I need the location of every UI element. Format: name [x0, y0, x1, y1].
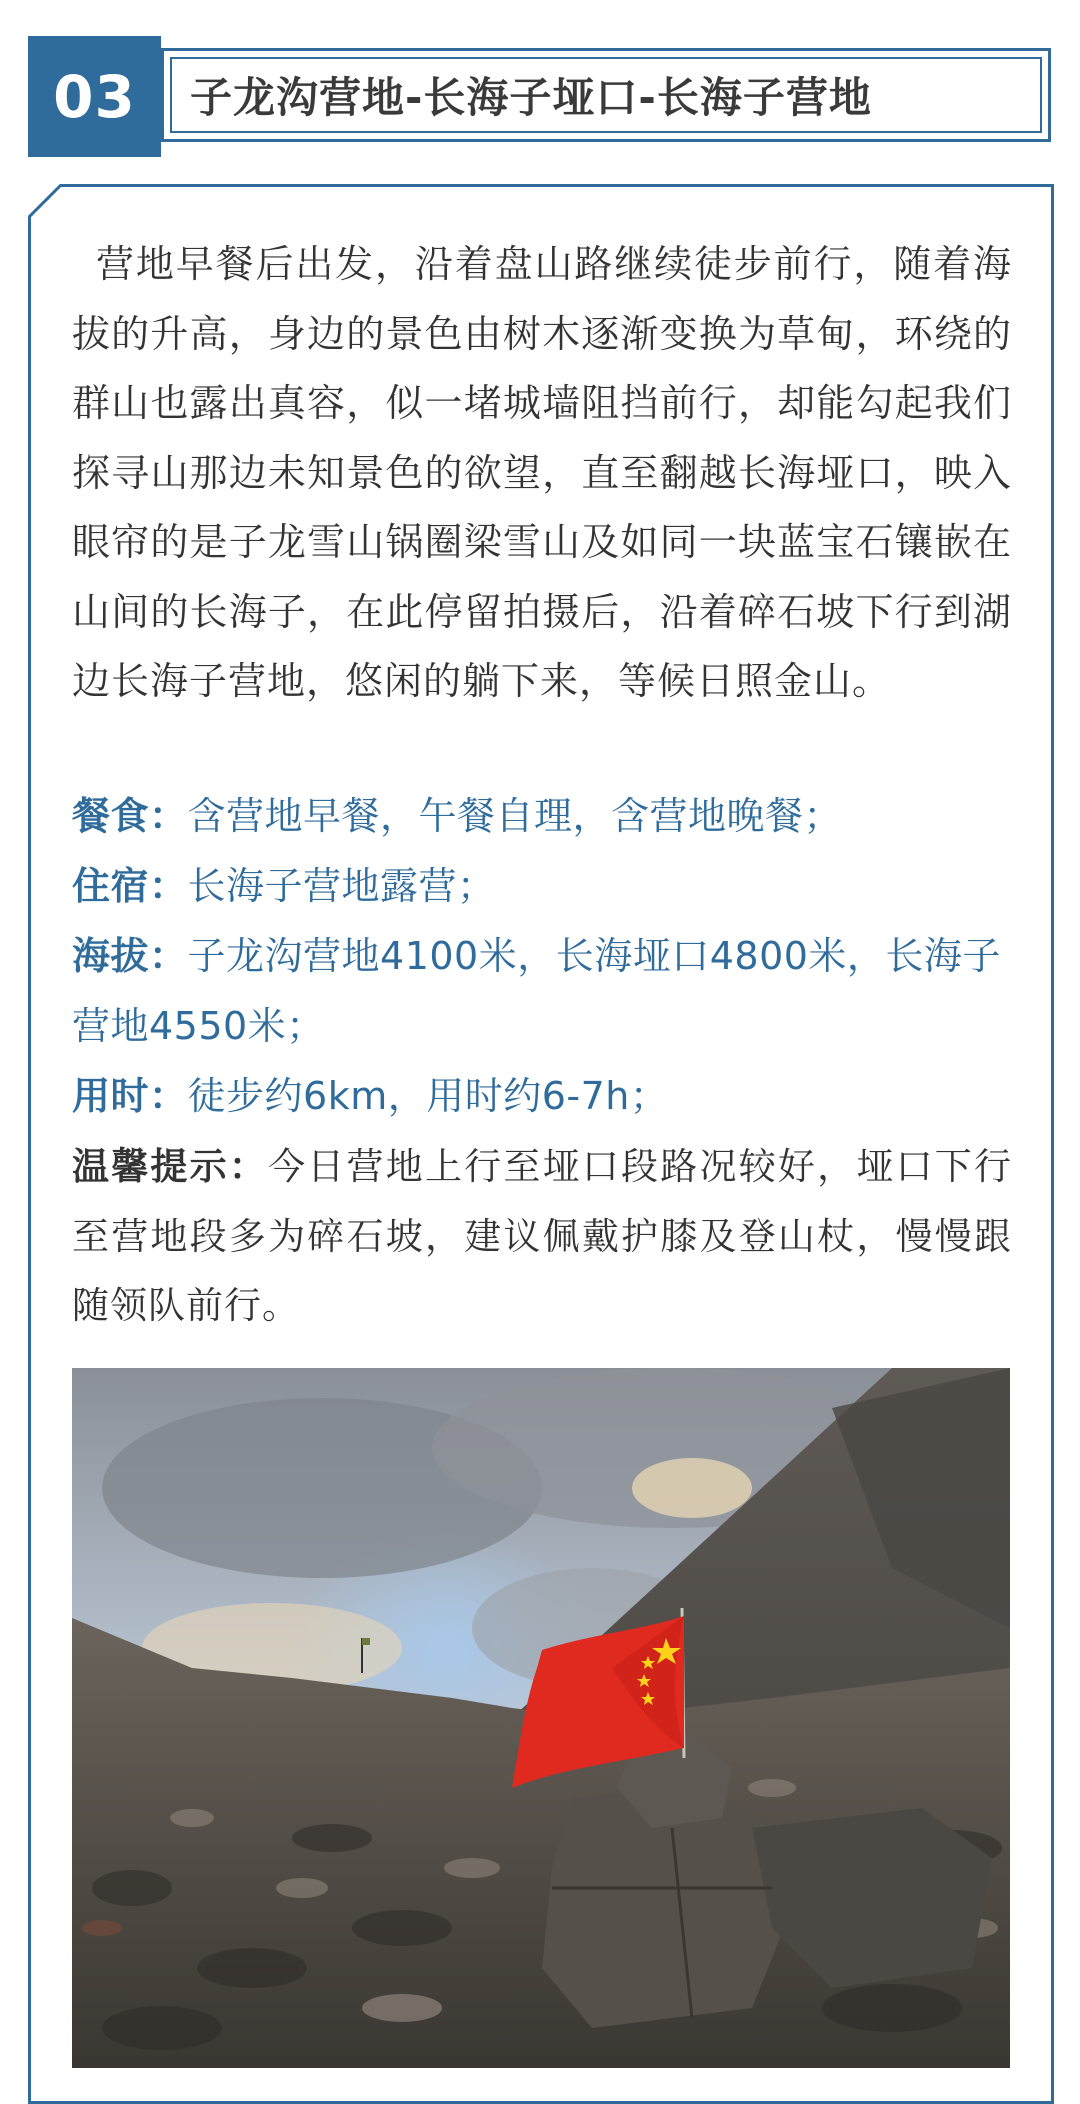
- photo-illustration: [72, 1368, 1010, 2068]
- time-value: 徒步约6km，用时约6-7h；: [187, 1074, 669, 1118]
- meals-line: [72, 782, 1012, 852]
- mountain-flag-photo: [72, 1368, 1010, 2068]
- meals-value: 含营地早餐，午餐自理，含营地晚餐；: [187, 794, 843, 838]
- lodging-line: [72, 852, 1012, 922]
- time-label: 用时：: [72, 1074, 188, 1118]
- time-line: [72, 1062, 1012, 1132]
- altitude-label: 海拔：: [72, 934, 188, 978]
- lodging-label: 住宿：: [72, 864, 188, 908]
- lodging-value: 长海子营地露营；: [187, 864, 496, 908]
- meals-label: 餐食：: [72, 794, 188, 838]
- section-title: 子龙沟营地-长海子垭口-长海子营地: [190, 73, 872, 122]
- day-number-badge: 03: [28, 36, 161, 157]
- altitude-line: [72, 922, 1012, 1061]
- tip-line: [72, 1132, 1012, 1341]
- tip-value: 今日营地上行至垭口段路况较好，垭口下行至营地段多为碎石坡，建议佩戴护膝及登山杖，慢慢跟随领队前行。: [72, 1145, 1013, 1327]
- corner-ornament: [28, 184, 68, 224]
- itinerary-description: 营地早餐后出发，沿着盘山路继续徒步前行，随着海拔的升高，身边的景色由树木逐渐变换为草甸，环绕的群山也露出真容，似一堵城墙阻挡前行，却能勾起我们探寻山那边未知景色的欲望，直至翻越长海垭口，映入眼帘的是子龙雪山锅圈梁雪山及如同一块蓝宝石镶嵌在山间的长海子，在此停留拍摄后，沿着碎石坡下行到湖边长海子营地，悠闲的躺下来，等候日照金山。: [72, 242, 1012, 703]
- tip-label: 温馨提示：: [72, 1145, 269, 1188]
- altitude-value: 子龙沟营地4100米，长海垭口4800米，长海子营地4550米；: [72, 934, 1001, 1048]
